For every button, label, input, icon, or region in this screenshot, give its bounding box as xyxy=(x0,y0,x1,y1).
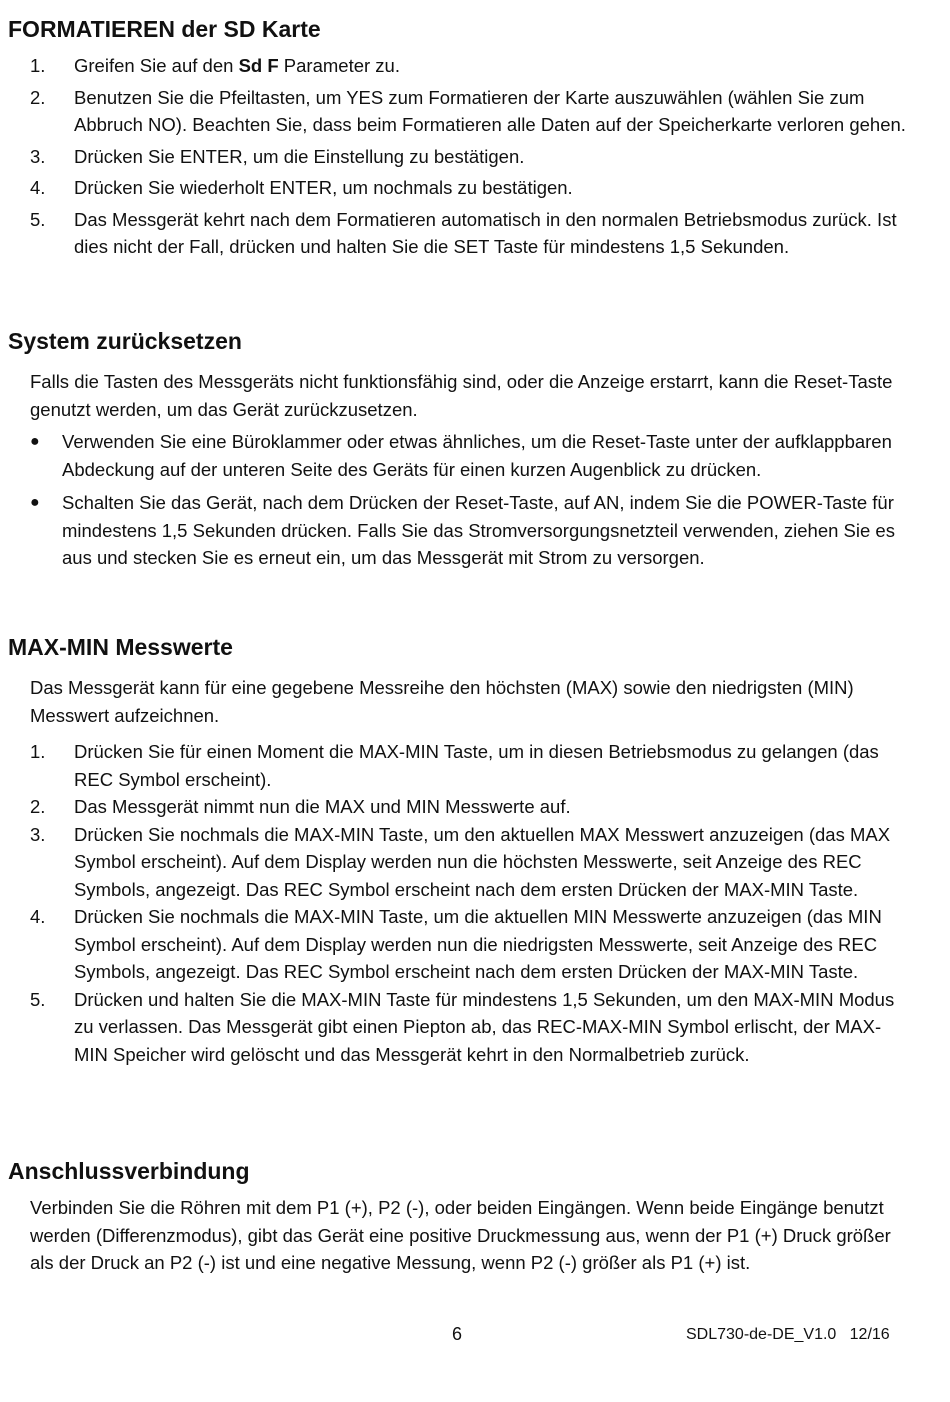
bullet-icon: ● xyxy=(30,433,40,450)
reset-bullets-list xyxy=(30,428,910,572)
list-item xyxy=(30,986,910,1069)
list-item xyxy=(30,489,910,572)
list-item xyxy=(30,738,910,793)
step-number: 3. xyxy=(30,823,46,845)
connection-text: Verbinden Sie die Röhren mit dem P1 (+), P2 (-), oder beiden Eingängen. Wenn beide Eingänge benutzt werden (Differenzmodus), gibt das Gerät eine positive Druckmessung aus, wenn der P1 (+) Druck größer als der Druck an P2 (-) ist und eine negative Messung, wenn P2 (-) größer als P1 (+) ist. xyxy=(30,1197,891,1273)
page-number: 6 xyxy=(452,1324,463,1344)
list-item xyxy=(30,174,910,202)
step-number: 1. xyxy=(30,55,46,76)
bullet-text: Schalten Sie das Gerät, nach dem Drücken der Reset-Taste, auf AN, indem Sie die POWER-Taste für mindestens 1,5 Sekunden drücken. Falls Sie das Stromversorgungsnetzteil verwenden, ziehen Sie es aus und stecken Sie es erneut ein, um das Messgerät mit Strom zu versorgen. xyxy=(62,492,895,568)
section-heading-maxmin: MAX-MIN Messwerte xyxy=(8,634,233,660)
list-item xyxy=(30,428,910,483)
step-text: Drücken Sie für einen Moment die MAX-MIN Taste, um in diesen Betriebsmodus zu gelangen (das REC Symbol erscheint). xyxy=(74,741,879,790)
step-number: 2. xyxy=(30,796,46,817)
format-steps-list xyxy=(30,52,910,261)
step-text: Drücken und halten Sie die MAX-MIN Taste für mindestens 1,5 Sekunden, um den MAX-MIN Modus zu verlassen. Das Messgerät gibt einen Piepton ab, das REC-MAX-MIN Symbol erlischt, der MAX-MIN Speicher wird gelöscht und das Messgerät kehrt in den Normalbetrieb zurück. xyxy=(74,988,895,1065)
step-number: 1. xyxy=(30,741,46,762)
step-text: Greifen Sie auf den xyxy=(74,55,239,76)
maxmin-steps-list xyxy=(30,738,910,1068)
list-item xyxy=(30,793,910,821)
step-number: 2. xyxy=(30,86,46,108)
step-text: Drücken Sie wiederholt ENTER, um nochmals zu bestätigen. xyxy=(74,177,573,198)
list-item xyxy=(30,821,910,904)
step-text: Benutzen Sie die Pfeiltasten, um YES zum Formatieren der Karte auszuwählen (wählen Sie zum Abbruch NO). Beachten Sie, dass beim Formatieren alle Daten auf der Speicherkarte verloren gehen. xyxy=(74,86,906,135)
step-text: Das Messgerät nimmt nun die MAX und MIN Messwerte auf. xyxy=(74,796,571,817)
step-number: 4. xyxy=(30,906,46,927)
step-text: Parameter zu. xyxy=(278,55,400,76)
bullet-text: Verwenden Sie eine Büroklammer oder etwas ähnliches, um die Reset-Taste unter der aufklappbaren Abdeckung auf der unteren Seite des Geräts für einen kurzen Augenblick zu drücken. xyxy=(62,431,892,480)
list-item xyxy=(30,143,910,171)
step-number: 5. xyxy=(30,988,46,1010)
list-item xyxy=(30,52,910,80)
step-number: 3. xyxy=(30,145,46,167)
parameter-name: Sd F xyxy=(238,55,279,76)
section-heading-reset: System zurücksetzen xyxy=(8,328,242,354)
step-text: Drücken Sie nochmals die MAX-MIN Taste, um die aktuellen MIN Messwerte anzuzeigen (das MIN Symbol erscheint). Auf dem Display werden nun die niedrigsten Messwerte, seit Anzeige des REC Symbols, angezeigt. Das REC Symbol erscheint nach dem ersten Drücken der MAX-MIN Taste. xyxy=(74,906,882,982)
step-text: Drücken Sie ENTER, um die Einstellung zu bestätigen. xyxy=(74,145,525,167)
list-item xyxy=(30,84,910,139)
step-number: 5. xyxy=(30,208,46,230)
step-text: Drücken Sie nochmals die MAX-MIN Taste, um den aktuellen MAX Messwert anzuzeigen (das MAX Symbol erscheint). Auf dem Display werden nun die höchsten Messwerte, seit Anzeige des REC Symbols, angezeigt. Das REC Symbol erscheint nach dem ersten Drücken der MAX-MIN Taste. xyxy=(74,823,891,900)
list-item xyxy=(30,903,910,986)
section-heading-format: FORMATIEREN der SD Karte xyxy=(8,16,321,42)
section-heading-connection: Anschlussverbindung xyxy=(8,1158,250,1184)
step-text: Das Messgerät kehrt nach dem Formatieren automatisch in den normalen Betriebsmodus zurück. Ist dies nicht der Fall, drücken und halten Sie die SET Taste für mindestens 1,5 Sekunden. xyxy=(74,208,897,257)
maxmin-intro: Das Messgerät kann für eine gegebene Messreihe den höchsten (MAX) sowie den niedrigsten (MIN) Messwert aufzeichnen. xyxy=(30,677,854,726)
list-item xyxy=(30,206,910,261)
bullet-icon: ● xyxy=(30,494,40,511)
step-number: 4. xyxy=(30,177,46,198)
reset-intro: Falls die Tasten des Messgeräts nicht funktionsfähig sind, oder die Anzeige erstarrt, kann die Reset-Taste genutzt werden, um das Gerät zurückzusetzen. xyxy=(30,371,893,420)
document-reference: SDL730-de-DE_V1.0 12/16 xyxy=(686,1326,890,1343)
